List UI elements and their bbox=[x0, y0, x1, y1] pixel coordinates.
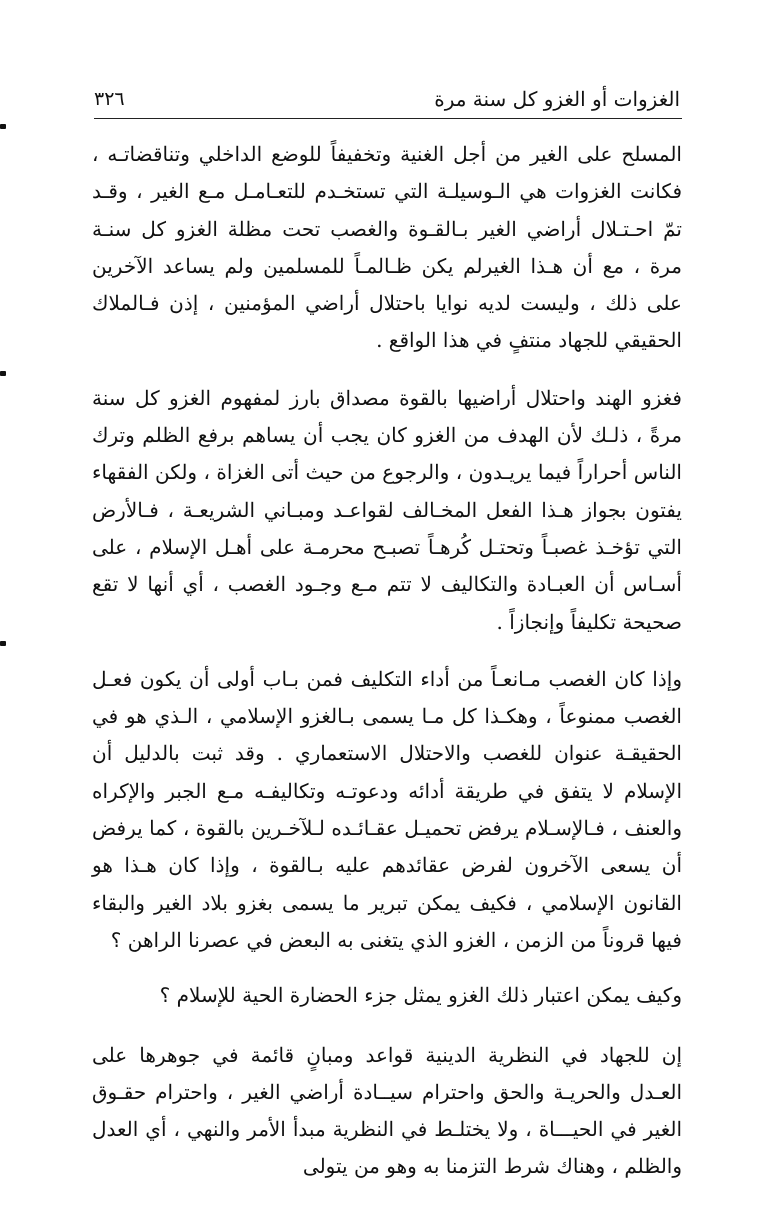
body-text bbox=[92, 136, 682, 1206]
running-title: الغزوات أو الغزو كل سنة مرة bbox=[434, 87, 680, 111]
page-header bbox=[94, 86, 680, 116]
paragraph-2: فغزو الهند واحتلال أراضيها بالقوة مصداق بارز لمفهوم الغزو كل سنة مرةً ، ذلـك لأن الهدف من الغزو كان يجب أن يساهم برفع الظلم وترك الناس أحراراً فيما يريـدون ، والرجوع من حيث أتى الغزاة ، ولكن الفقهاء يفتون بجواز هـذا الفعل المخـالف لقواعـد ومبـاني الشريعـة ، فـالأرض التي تؤخـذ غصبـاً وتحتـل كُرهـاً تصبـح محرمـة على أهـل الإسلام ، على أسـاس أن العبـادة والتكاليف لا تتم مـع وجـود الغصب ، أي أنها لا تقع صحيحة تكليفاً وإنجازاً . bbox=[92, 385, 682, 634]
paragraph-5: إن للجهاد في النظرية الدينية قواعد ومبانٍ قائمة في جوهرها على العـدل والحريـة والحق واحترام سيــادة أراضي الغير ، واحترام حقـوق الغير في الحيـــاة ، ولا يختلـط في النظرية مبدأ الأمر والنهي ، أي العدل والظلم ، وهناك شرط التزمنا به وهو من يتولى bbox=[92, 1042, 682, 1179]
scan-mark bbox=[0, 371, 6, 376]
scan-mark bbox=[0, 124, 6, 129]
page-number: ٣٢٦ bbox=[94, 88, 125, 110]
paragraph-1: المسلح على الغير من أجل الغنية وتخفيفاً للوضع الداخلي وتناقضاتـه ، فكانت الغزوات هي الـوسيلـة التي تستخـدم للتعـامـل مـع الغير ، وقـد تمّ احـتـلال أراضي الغير بـالقـوة والغصب تحت مظلة الغزو كل سنـة مرة ، مع أن هـذا الغيرلم يكن ظـالمـاً للمسلمين ولم يساعد الآخرين على ذلك ، وليست لديه نوايا باحتلال أراضي المؤمنين ، إذن فـالملاك الحقيقي للجهاد منتفٍ في هذا الواقع . bbox=[92, 142, 682, 353]
paragraph-4: وكيف يمكن اعتبار ذلك الغزو يمثل جزء الحضارة الحية للإسلام ؟ bbox=[159, 983, 682, 1008]
scan-mark bbox=[0, 641, 6, 646]
header-rule bbox=[94, 118, 682, 119]
paragraph-3: وإذا كان الغصب مـانعـاً من أداء التكليف فمن بـاب أولى أن يكون فعـل الغصب ممنوعاً ، وهكـذا كل مـا يسمى بـالغزو الإسلامي ، الـذي هو في الحقيقـة عنوان للغصب والاحتلال الاستعماري . وقد ثبت بالدليل أن الإسلام لا يتفق في طريقة أدائه ودعوتـه وتكاليفـه مـع الجبر والإكراه والعنف ، فـالإسـلام يرفض تحميـل عقـائـده لـلآخـرين بالقوة ، كما يرفض أن يسعى الآخرون لفرض عقائدهم عليه بـالقوة ، وإذا كان هـذا هو القانون الإسلامي ، فكيف يمكن تبرير ما يسمى بغزو بلاد الغير والبقاء فيها قروناً من الزمن ، الغزو الذي يتغنى به البعض في عصرنا الراهن ؟ bbox=[92, 666, 682, 952]
